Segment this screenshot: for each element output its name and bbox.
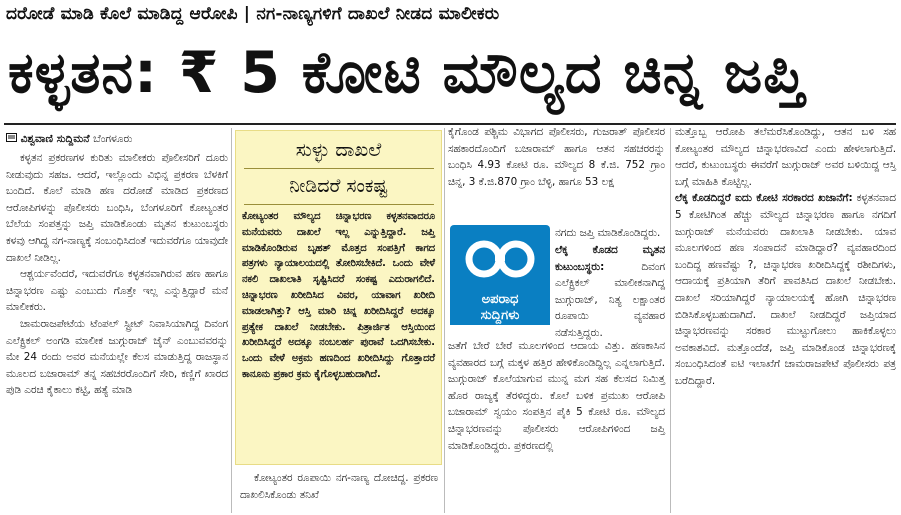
column-divider xyxy=(231,128,232,513)
sidebar-title-1: ಸುಳ್ಳು ದಾಖಲೆ xyxy=(295,139,382,161)
col3-mid-text: ನಗದು ಜಪ್ತಿ ಮಾಡಿಕೊಂಡಿದ್ದರು. xyxy=(555,227,661,239)
col1-para-3: ಚಾಮರಾಜಪೇಟೆಯ ಟೆಂಪಲ್ ಸ್ಟ್ರೀಟ್ ನಿವಾಸಿಯಾಗಿದ್ದ ದಿವಂಗ ಎಲೆಕ್ಟ್ರಿಕಲ್ ಅಂಗಡಿ ಮಾಲೀಕ ಜುಗ್ಗುರಾಜ್ ಜೈನ್ ಎಂಬುವವರನ್ನು ಮೇ 24 ರಂದು ಅವರ ಮನೆಯಲ್ಲೇ ಕೆಲಸ ಮಾಡುತ್ತಿದ್ದ ರಾಜಸ್ಥಾನ ಮೂಲದ ಬಜಾರಾಮ್ ತನ್ನ ಸಹಚರರೊಂದಿಗೆ ಸೇರಿ, ಕಣ್ಣಿಗೆ ಖಾರದ ಪುಡಿ ಎರಚಿ ಕೈಕಾಲು ಕಟ್ಟಿ, ಹತ್ಯೆ ಮಾಡಿ xyxy=(6,317,228,397)
col3-top-text: ಕೈಗೊಂಡ ಪಶ್ಚಿಮ ವಿಭಾಗದ ಪೊಲೀಸರು, ಗುಜರಾತ್ ಪೊಲೀಸರ ಸಹಕಾರದೊಂದಿಗೆ ಬಜಾರಾಮ್ ಹಾಗೂ ಆತನ ಸಹಚರರನ್ನು ಬಂಧಿಸಿ 4.93 ಕೋಟಿ ರೂ. ಮೌಲ್ಯದ 8 ಕೆ.ಜಿ. 752 ಗ್ರಾಂ ಚಿನ್ನ, 3 ಕೆ.ಜಿ.870 ಗ್ರಾಂ ಬೆಳ್ಳಿ, ಹಾಗೂ 53 ಲಕ್ಷ xyxy=(448,126,665,188)
column-3-subhead-block xyxy=(555,242,665,339)
column-1 xyxy=(6,150,228,513)
newspaper-icon xyxy=(6,133,21,145)
headline: ಕಳ್ಳತನ: ₹ 5 ಕೋಟಿ ಮೌಲ್ಯದ ಚಿನ್ನ ಜಪ್ತಿ xyxy=(8,40,806,106)
badge-label-line-2: ಸುದ್ದಿಗಳು xyxy=(480,308,520,323)
col1-para-2: ಆಶ್ಚರ್ಯವೆಂದರೆ, ಇದುವರೆಗೂ ಕಳ್ಳತನವಾಗಿರುವ ಹಣ ಹಾಗೂ ಚಿನ್ನಾಭರಣ ಎಷ್ಟು ಎಂಬುದು ಗೊತ್ತೇ ಇಲ್ಲ ಎನ್ನುತ್ತಿದ್ದಾರೆ ಮನೆ ಮಾಲೀಕರು. xyxy=(6,268,228,314)
column-3-rest xyxy=(448,338,665,513)
badge-label xyxy=(450,291,550,325)
sidebar-body: ಕೋಟ್ಯಂತರ ಮೌಲ್ಯದ ಚಿನ್ನಾಭರಣ ಕಳ್ಳತನವಾದರೂ ಮನೆಯವರು ದಾಖಲೆ ಇಲ್ಲ ಎನ್ನುತ್ತಿದ್ದಾರೆ. ಜಪ್ತಿ ಮಾಡಿಕೊಂಡಿರುವ ಬೃಹತ್ ಮೊತ್ತದ ಸಂಪತ್ತಿಗೆ ಕಾಗದ ಪತ್ರಗಳು ನ್ಯಾಯಾಲಯದಲ್ಲಿ ತೋರಿಸಬೇಕಿದೆ. ಒಂದು ವೇಳೆ ನಕಲಿ ದಾಖಲಾತಿ ಸೃಷ್ಟಿಸಿದರೆ ಸಂಕಷ್ಟ ಎದುರಾಗಲಿದೆ. ಚಿನ್ನಾಭರಣ ಖರೀದಿಸಿದ ವಿವರ, ಯಾವಾಗ ಖರೀದಿ ಮಾಡಲಾಗಿತ್ತು? ಆಸ್ತಿ ಮಾರಿ ಚಿನ್ನ ಖರೀದಿಸಿದ್ದರೆ ಅದಕ್ಕೂ ಪ್ರತ್ಯೇಕ ದಾಖಲೆ ನೀಡಬೇಕು. ಪಿತ್ರಾರ್ಜಿತ ಆಸ್ತಿಯಿಂದ ಖರೀದಿಸಿದ್ದರೆ ಅದಕ್ಕೂ ನಂಬಲರ್ಹ ಪುರಾವೆ ಒದಗಿಸಬೇಕು. ಒಂದು ವೇಳೆ ಅಕ್ರಮ ಹಣದಿಂದ ಖರೀದಿಸಿದ್ದು ಗೊತ್ತಾದರೆ ಕಾನೂನು ಪ್ರಕಾರ ಕ್ರಮ ಕೈಗೊಳ್ಳಬಹುದಾಗಿದೆ. xyxy=(242,211,435,380)
sidebar-title-rule xyxy=(244,204,434,205)
col3-rest-text: ಜತೆಗೆ ಬೇರೆ ಬೇರೆ ಮೂಲಗಳಿಂದ ಆದಾಯ ವಿತ್ತು. ಹಣಕಾಸಿನ ವ್ಯವಹಾರದ ಬಗ್ಗೆ ಮಕ್ಕಳ ಹತ್ತಿರ ಹೇಳಿಕೊಂಡಿದ್ದಿಲ್ಲ ಎನ್ನಲಾಗುತ್ತಿದೆ. ಜುಗ್ಗುರಾಜ್ ಕೊಲೆಯಾಗುವ ಮುನ್ನ ಮಗ ಸಹ ಕೆಲಸದ ನಿಮಿತ್ತ ಹೊರ ರಾಜ್ಯಕ್ಕೆ ತೆರಳಿದ್ದರು. ಕೊಲೆ ಬಳಿಕ ಪ್ರಮುಖ ಆರೋಪಿ ಬಜಾರಾಮ್ ಸ್ವಯಂ ಸಂಪತ್ತಿನ ಪೈಕಿ 5 ಕೋಟಿ ರೂ. ಮೌಲ್ಯದ ಚಿನ್ನಾಭರಣವನ್ನು ಪೊಲೀಸರು ಆರೋಪಿಗಳಿಂದ ಜಪ್ತಿ ಮಾಡಿಕೊಂಡಿದ್ದರು. ಪ್ರಕರಣದಲ್ಲಿ xyxy=(448,340,665,452)
kicker: ದರೋಡೆ ಮಾಡಿ ಕೊಲೆ ಮಾಡಿದ್ದ ಆರೋಪಿ | ನಗ-ನಾಣ್ಯಗಳಿಗೆ ದಾಖಲೆ ನೀಡದ ಮಾಲೀಕರು xyxy=(6,4,500,24)
col4-para-1: ಮತ್ತೊಬ್ಬ ಆರೋಪಿ ತಲೆಮರೆಸಿಕೊಂಡಿದ್ದು, ಆತನ ಬಳಿ ಸಹ ಕೋಟ್ಯಂತರ ಮೌಲ್ಯದ ಚಿನ್ನಾಭರಣವಿದೆ ಎಂದು ಹೇಳಲಾಗುತ್ತಿದೆ. ಆದರೆ, ಕುಟುಂಬಸ್ಥರು ಈವರೆಗೆ ಜುಗ್ಗುರಾಜ್ ಅವರ ಬಳಿಯಿದ್ದ ಆಸ್ತಿ ಬಗ್ಗೆ ಮಾಹಿತಿ ಕೊಟ್ಟಿಲ್ಲ. xyxy=(675,126,896,188)
col1-para-1: ಕಳ್ಳತನ ಪ್ರಕರಣಗಳ ಕುರಿತು ಮಾಲೀಕರು ಪೊಲೀಸರಿಗೆ ದೂರು ನೀಡುವುದು ಸಹಜ. ಆದರೆ, ಇಲ್ಲೊಂದು ವಿಭಿನ್ನ ಪ್ರಕರಣ ಬೆಳಕಿಗೆ ಬಂದಿದೆ. ಕೊಲೆ ಮಾಡಿ ಹಣ ದರೋಡೆ ಮಾಡಿದ ಪ್ರಕರಣದ ಆರೋಪಿಗಳನ್ನು ಪೊಲೀಸರು ಬಂಧಿಸಿ, ಬೆಂಗಳೂರಿಗೆ ಕೋಟ್ಯಂತರ ಬೆಲೆಯ ಸಂಪತ್ತನ್ನು ಜಪ್ತಿ ಮಾಡಿಕೊಂಡು ಮೃತನ ಕುಟುಂಬಸ್ಥರು ಕಳವು ಆಗಿದ್ದ ನಗ-ನಾಣ್ಯಕ್ಕೆ ಸಂಬಂಧಿಸಿದಂತೆ ಇದುವರೆಗೂ ಯಾವುದೇ ದಾಖಲೆ ನೀಡಿಲ್ಲ. xyxy=(6,152,228,264)
sidebar-box xyxy=(235,130,442,465)
col4-subhead: ಲೆಕ್ಕ ಕೊಡದಿದ್ದರೆ ಐದು ಕೋಟಿ ಸರಕಾರದ ಖಜಾನೆಗೆ: xyxy=(675,192,853,205)
column-divider xyxy=(444,128,445,513)
col2-bottom-text: ಕೋಟ್ಯಂತರ ರೂಪಾಯಿ ನಗ-ನಾಣ್ಯ ದೋಚಿದ್ದ. ಪ್ರಕರಣ ದಾಖಲಿಸಿಕೊಂಡು ತನಿಖೆ xyxy=(240,472,438,501)
col3-subhead-text: ದಿವಂಗ ಎಲೆಕ್ಟ್ರಿಕಲ್ ಮಾಲೀಕನಾಗಿದ್ದ ಜುಗ್ಗುರಾಜ್, ನಿತ್ಯ ಲಕ್ಷಾಂತರ ರೂಪಾಯಿ ವ್ಯವಹಾರ ನಡೆಸುತ್ತಿದ್ದರು. xyxy=(555,260,665,339)
byline-source: ವಿಶ್ವವಾಣಿ ಸುದ್ದಿಮನೆ xyxy=(20,133,90,145)
byline xyxy=(6,133,132,146)
col3-subhead: ಲೆಕ್ಕ ಕೊಡದ ಮೃತನ ಕುಟುಂಬಸ್ಥರು: xyxy=(555,244,665,273)
column-4 xyxy=(675,124,896,513)
crime-news-badge xyxy=(450,225,550,325)
sidebar-title-rule xyxy=(244,168,434,169)
column-divider xyxy=(670,128,671,513)
byline-place: ಬೆಂಗಳೂರು xyxy=(93,133,133,145)
column-3-top xyxy=(448,124,665,224)
col4-para-2: ಕಳ್ಳತನವಾದ 5 ಕೋಟಿಗಿಂತ ಹೆಚ್ಚು ಮೌಲ್ಯದ ಚಿನ್ನಾಭರಣ ಹಾಗೂ ನಗದಿಗೆ ಜುಗ್ಗುರಾಜ್ ಮನೆಯವರು ದಾಖಲಾತಿ ನೀಡಬೇಕು. ಯಾವ ಮೂಲಗಳಿಂದ ಹಣ ಸಂಪಾದನೆ ಮಾಡಿದ್ದಾರೆ? ವ್ಯವಹಾರದಿಂದ ಬಂದಿದ್ದ ಹಣವೆಷ್ಟು ?, ಚಿನ್ನಾಭರಣ ಖರೀದಿಸಿದ್ದಕ್ಕೆ ರಶೀದಿಗಳು, ಆದಾಯಕ್ಕೆ ಪ್ರತಿಯಾಗಿ ತೆರಿಗೆ ಪಾವತಿಸಿದ ದಾಖಲೆ ನೀಡಬೇಕು. ದಾಖಲೆ ಸರಿಯಾಗಿದ್ದರೆ ನ್ಯಾಯಾಲಯಕ್ಕೆ ಹೋಗಿ ಚಿನ್ನಾಭರಣ ಬಿಡಿಸಿಕೊಳ್ಳಬಹುದಾಗಿದೆ. ದಾಖಲೆ ನೀಡದಿದ್ದರೆ ಜಪ್ತಿಯಾದ ಚಿನ್ನಾಭರಣವನ್ನು ಸರಕಾರ ಮುಟ್ಟುಗೋಲು ಹಾಕಿಕೊಳ್ಳಲು ಅವಕಾಶವಿದೆ. ಮತ್ತೊಂದೆಡೆ, ಜಪ್ತಿ ಮಾಡಿಕೊಂಡ ಚಿನ್ನಾಭರಣಕ್ಕೆ ಸಂಬಂಧಿಸಿದಂತೆ ಐಟಿ ಇಲಾಖೆಗೆ ಚಾಮರಾಜಪೇಟೆ ಪೊಲೀಸರು ಪತ್ರ ಬರೆದಿದ್ದಾರೆ. xyxy=(675,192,896,387)
handcuffs-icon xyxy=(450,225,550,291)
badge-label-line-1: ಅಪರಾಧ xyxy=(481,292,519,307)
column-2-bottom xyxy=(240,470,438,513)
sidebar-title-2: ನೀಡಿದರೆ ಸಂಕಷ್ಟ xyxy=(289,175,388,197)
